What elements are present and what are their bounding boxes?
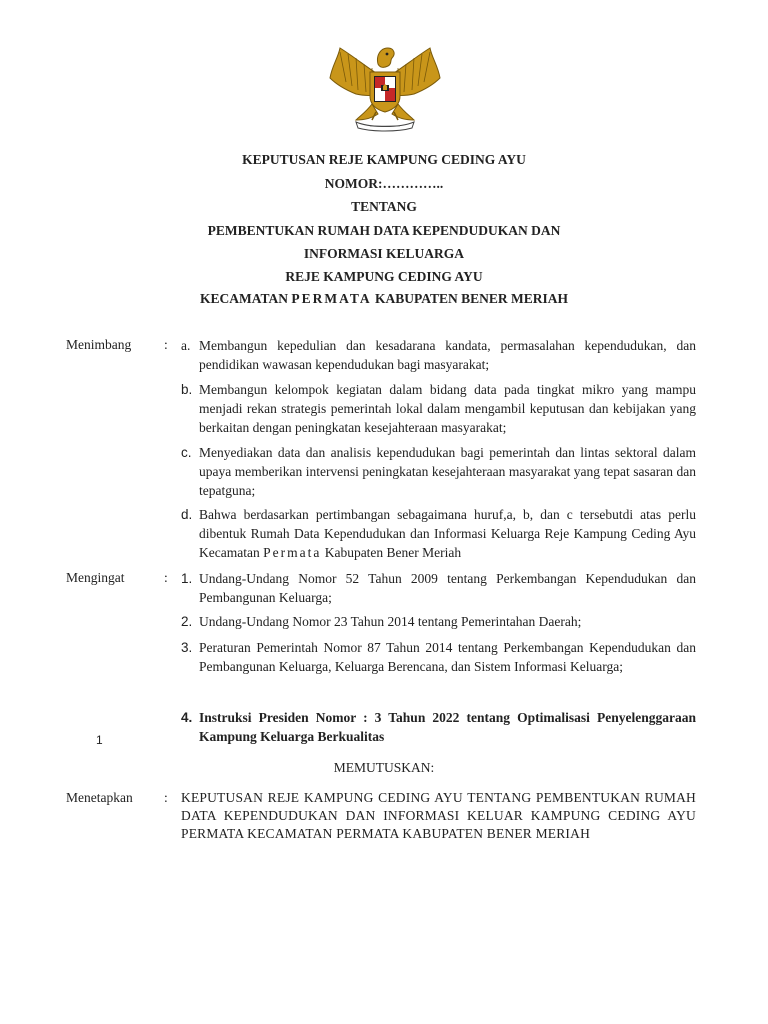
item-text: Undang-Undang Nomor 23 Tahun 2014 tentang Pemerintahan Daerah; <box>199 614 582 629</box>
item-text: Instruksi Presiden Nomor : 3 Tahun 2022 tentang Optimalisasi Penyelenggaraan Kampung Keluarga Berkualitas <box>199 710 696 744</box>
menetapkan-text: KEPUTUSAN REJE KAMPUNG CEDING AYU TENTANG PEMBENTUKAN RUMAH DATA KEPENDUDUKAN DAN INFORMASI KELUAR KAMPUNG CEDING AYU PERMATA KECAMATAN PERMATA KABUPATEN BENER MERIAH <box>181 790 696 841</box>
region-line: KECAMATAN PERMATA KABUPATEN BENER MERIAH <box>199 291 568 306</box>
subject-line-1: PEMBENTUKAN RUMAH DATA KEPENDUDUKAN DAN <box>207 223 561 238</box>
menimbang-item-b <box>181 380 696 437</box>
menimbang-label: Menimbang <box>66 337 132 352</box>
issuer-line: REJE KAMPUNG CEDING AYU <box>285 269 483 284</box>
page-number: 1 <box>96 733 103 747</box>
mengingat-item-2 <box>181 612 696 631</box>
item-marker: d. <box>181 507 193 522</box>
item-text: Membangun kepedulian dan kesadarana kandata, permasalahan kependudukan, dan pendidikan wawasan kependudukan bagi masyarakat; <box>199 338 696 372</box>
decree-number: NOMOR:………….. <box>324 176 444 191</box>
tentang-heading: TENTANG <box>351 199 417 214</box>
item-marker: 3. <box>181 640 193 655</box>
mengingat-item-4 <box>181 708 696 746</box>
mengingat-colon: : <box>164 570 168 585</box>
menimbang-item-a <box>181 336 696 374</box>
item-text: Bahwa berdasarkan pertimbangan sebagaimana huruf,a, b, dan c tersebutdi atas perlu dibentuk Rumah Data Kependudukan dan Informasi Keluarga Reje Kampung Ceding Ayu Kecamatan Permata Kabupaten Bener Meriah <box>199 507 696 560</box>
item-text: Membangun kelompok kegiatan dalam bidang data pada tingkat mikro yang mampu menjadi rekan strategis pemerintah lokal dalam mengambil keputusan dan kebijakan yang berkaitan dengan peningkatan kesejahteraan masyarakat; <box>199 382 696 435</box>
item-marker: 2. <box>181 614 193 629</box>
menetapkan-colon: : <box>164 790 168 805</box>
menimbang-item-d <box>181 505 696 562</box>
menimbang-colon: : <box>164 337 168 352</box>
menimbang-item-c <box>181 443 696 500</box>
item-text: Undang-Undang Nomor 52 Tahun 2009 tentang Perkembangan Kependudukan dan Pembangunan Keluarga; <box>199 571 696 605</box>
item-text: Menyediakan data dan analisis kependudukan bagi pemerintah dan lintas sektoral dalam upaya memberikan intervensi peningkatan kesejahteraan masyarakat yang tepat sasaran dan tepatguna; <box>199 445 696 498</box>
item-marker: 1. <box>181 571 193 586</box>
subject-line-2: INFORMASI KELUARGA <box>303 246 465 261</box>
decree-title: KEPUTUSAN REJE KAMPUNG CEDING AYU <box>242 152 526 167</box>
mengingat-item-3 <box>181 638 696 676</box>
item-marker: a. <box>181 338 191 353</box>
item-marker: 4. <box>181 710 193 725</box>
item-marker: c. <box>181 445 192 460</box>
menetapkan-label: Menetapkan <box>66 790 133 805</box>
garuda-emblem <box>326 38 444 134</box>
memutuskan-heading: MEMUTUSKAN: <box>333 760 435 775</box>
mengingat-item-1 <box>181 569 696 607</box>
item-text: Peraturan Pemerintah Nomor 87 Tahun 2014 tentang Perkembangan Kependudukan dan Pembangunan Keluarga, Keluarga Berencana, dan Sistem Informasi Keluarga; <box>199 640 696 674</box>
item-marker: b. <box>181 382 193 397</box>
mengingat-label: Mengingat <box>66 570 125 585</box>
